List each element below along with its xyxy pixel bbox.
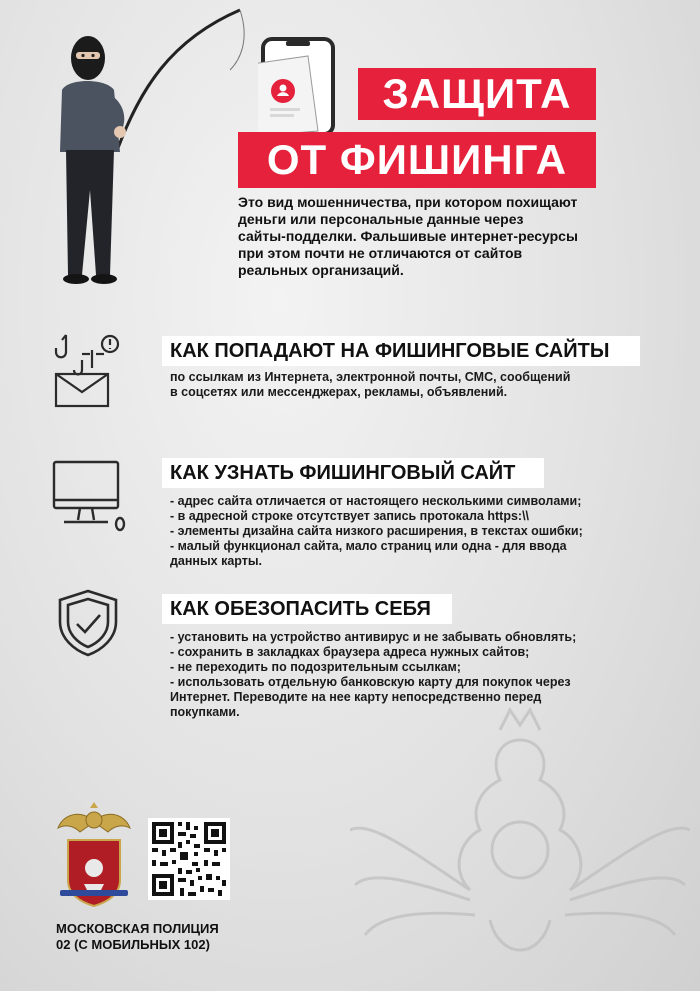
- computer-monitor-icon: [50, 458, 130, 534]
- intro-line: сайты-подделки. Фальшивые интернет-ресурсы: [238, 228, 578, 244]
- section-line: - адрес сайта отличается от настоящего несколькими символами;: [170, 494, 582, 508]
- phone-illustration-icon: [258, 36, 340, 136]
- section-line: - малый функционал сайта, мало страниц или одна - для ввода: [170, 539, 567, 553]
- qr-code-icon: [148, 818, 230, 900]
- section-title-how-recognize: КАК УЗНАТЬ ФИШИНГОВЫЙ САЙТ: [162, 458, 544, 488]
- section-line: - использовать отдельную банковскую карту для покупок через: [170, 675, 571, 689]
- section-line: данных карты.: [170, 554, 263, 568]
- section-title-how-get: КАК ПОПАДАЮТ НА ФИШИНГОВЫЕ САЙТЫ: [162, 336, 640, 366]
- section-line: - в адресной строке отсутствует запись протокала https:\\: [170, 509, 530, 523]
- phishing-mail-icon: [52, 330, 124, 410]
- section-line: - сохранить в закладках браузера адреса нужных сайтов;: [170, 645, 530, 659]
- footer-line-1: МОСКОВСКАЯ ПОЛИЦИЯ: [56, 921, 219, 936]
- section-text-protect: [170, 630, 620, 720]
- section-line: по ссылкам из Интернета, электронной почты, СМС, сообщений: [170, 370, 571, 384]
- intro-line: деньги или персональные данные через: [238, 211, 524, 227]
- footer-line-2: 02 (С МОБИЛЬНЫХ 102): [56, 937, 210, 952]
- footer: [56, 921, 256, 953]
- intro-line: реальных организаций.: [238, 262, 404, 278]
- title-line-2: ОТ ФИШИНГА: [238, 132, 596, 188]
- section-text-how-recognize: [170, 494, 620, 569]
- section-line: - элементы дизайна сайта низкого расширения, в текстах ошибки;: [170, 524, 583, 538]
- section-line: Интернет. Переводите на нее карту непосредственно перед: [170, 690, 542, 704]
- shield-check-icon: [56, 588, 120, 658]
- section-text-how-get: [170, 370, 620, 400]
- intro-text: [238, 194, 598, 279]
- hacker-illustration-icon: [40, 0, 260, 295]
- intro-line: при этом почти не отличаются от сайтов: [238, 245, 523, 261]
- section-line: - не переходить по подозрительным ссылкам;: [170, 660, 461, 674]
- title-line-1: ЗАЩИТА: [358, 68, 596, 120]
- section-title-protect: КАК ОБЕЗОПАСИТЬ СЕБЯ: [162, 594, 452, 624]
- police-emblem-icon: [54, 800, 134, 910]
- section-line: - установить на устройство антивирус и не забывать обновлять;: [170, 630, 577, 644]
- section-line: покупками.: [170, 705, 240, 719]
- eagle-watermark-icon: [350, 700, 690, 991]
- section-line: в соцсетях или мессенджерах, рекламы, объявлений.: [170, 385, 508, 399]
- intro-line: Это вид мошенничества, при котором похищают: [238, 194, 578, 210]
